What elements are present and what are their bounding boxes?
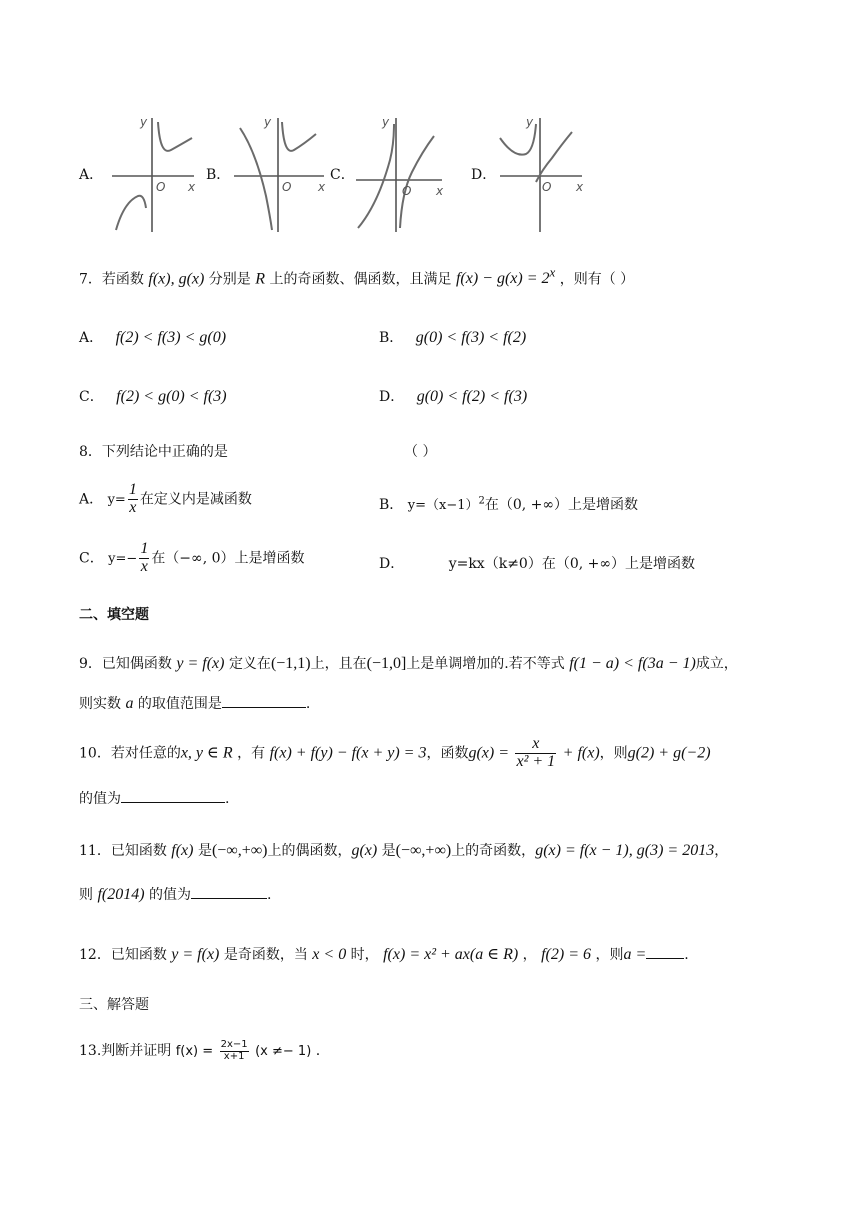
q9-text-d: 上是单调增加的.若不等式	[406, 656, 565, 672]
q6-option-a-label: A．	[79, 167, 104, 183]
q10-line2-b: .	[225, 791, 230, 807]
q11-text-a: 11．已知函数	[79, 843, 167, 859]
q11-line2-a: 则	[79, 887, 93, 903]
q12-math-2: x < 0	[312, 946, 347, 963]
q7-condition-exp: x	[549, 265, 556, 280]
q9-var-a: a	[125, 695, 134, 712]
q7-option-b-label: B．	[379, 330, 404, 346]
q9-math-2: (−1,1)	[270, 655, 311, 672]
q10-text-c: ，函数	[426, 745, 469, 762]
q8-option-c-post: 在（−∞, 0）上是增函数	[151, 550, 305, 567]
q11-math-1: f(x)	[171, 842, 194, 859]
q7-option-c	[79, 386, 227, 406]
q10-fraction-den: x² + 1	[516, 752, 556, 770]
graph-d-curve-right	[536, 132, 572, 182]
q9-math-4: f(1 − a) < f(3a − 1)	[569, 655, 696, 672]
section-answer-heading: 三、解答题	[79, 997, 149, 1013]
q7-option-d-label: D．	[379, 389, 405, 405]
q13-line	[79, 1040, 320, 1062]
q8-option-b-post: 在（0, +∞）上是增函数	[484, 497, 639, 513]
graph-b-curve-right	[282, 122, 316, 151]
q12-line	[79, 944, 689, 964]
q12-text-b: 是奇函数，当	[223, 947, 308, 963]
q9-text-c: 上，且在	[310, 656, 367, 672]
graph-d-y-label: y	[526, 115, 534, 129]
q12-math-4: f(2) = 6	[541, 946, 591, 963]
q8-option-c-num: 1	[140, 540, 149, 557]
q8-option-b-pre: y=（x−1）	[407, 498, 479, 513]
q11-math-4: (−∞,+∞)	[395, 842, 452, 859]
q10-math-2: f(x) + f(y) − f(x + y) = 3	[269, 744, 427, 762]
q8-option-c-den: x	[140, 557, 148, 575]
q8-option-b-label: B．	[379, 497, 404, 513]
q13-text-a: 13.判断并证明	[79, 1043, 172, 1059]
section-fill-in-heading: 二、填空题	[79, 607, 149, 623]
q11-text-2: 上的偶函数，	[267, 843, 352, 859]
q7-option-d	[379, 386, 527, 406]
q12-text-c: 时，	[350, 947, 379, 963]
q6-graph-c	[352, 112, 448, 234]
graph-a-origin: O	[156, 180, 166, 194]
q13-fraction-num: 2x−1	[220, 1039, 248, 1050]
q6-option-b-label: B．	[206, 167, 231, 183]
q13-text-b: .	[315, 1043, 321, 1059]
q8-option-a-den: x	[129, 498, 137, 516]
q7-option-a-text: f(2) < f(3) < g(0)	[115, 329, 227, 346]
q11-text-4: 上的奇函数，	[451, 843, 536, 859]
q9-answer-blank[interactable]	[222, 693, 306, 708]
q6-graph-a	[108, 112, 200, 234]
q7-stem	[79, 265, 634, 288]
q13-fraction-den: x+1	[223, 1050, 245, 1062]
q10-line-2	[79, 788, 229, 808]
q7-option-c-text: f(2) < g(0) < f(3)	[116, 388, 227, 405]
q6-option-c-label: C．	[330, 167, 355, 183]
q7-number: 7．若函数	[79, 271, 144, 288]
graph-d-x-label: x	[576, 180, 584, 194]
q7-condition-base: f(x) − g(x) = 2	[455, 270, 550, 288]
q9-line2-c: .	[305, 696, 311, 712]
q8-paren: （ ）	[404, 444, 437, 460]
q11-math-5: g(x) = f(x − 1), g(3) = 2013	[535, 842, 715, 859]
graph-a-curve-left	[116, 196, 146, 230]
q6-option-d-label: D．	[471, 167, 497, 183]
q11-math-3: g(x)	[351, 842, 378, 859]
q11-text-1: 是	[197, 843, 212, 859]
q8-option-d-text: y=kx（k≠0）在（0, +∞）上是增函数	[448, 556, 696, 572]
q12-text-a: 12．已知函数	[79, 947, 167, 963]
q8-stem: 8．下列结论中正确的是	[79, 444, 228, 460]
q12-math-3: f(x) = x² + ax(a ∈ R)	[383, 946, 519, 963]
q8-option-c	[79, 541, 305, 576]
q8-option-b-exp: 2	[478, 495, 485, 507]
q8-option-a-post: 在定义内是减函数	[139, 491, 252, 508]
q10-line2-a: 的值为	[79, 791, 121, 807]
q8-option-c-fraction	[139, 541, 149, 576]
q10-math-4: + f(x)	[562, 744, 600, 762]
q13-math-2: (x ≠− 1)	[255, 1044, 312, 1059]
q8-option-a-label: A．	[79, 491, 104, 508]
q8-option-a	[79, 482, 252, 517]
graph-d-origin: O	[542, 180, 552, 194]
q13-fraction	[220, 1040, 249, 1062]
q11-line2-b: 的值为	[149, 887, 192, 903]
q7-option-b	[379, 327, 526, 347]
q8-option-d-label: D．	[379, 556, 405, 572]
q10-fraction-num: x	[515, 736, 556, 754]
q6-graph-b	[230, 112, 330, 234]
q11-line2-c: .	[267, 887, 272, 903]
q7-text-2: 上的奇函数、偶函数，且满足	[269, 271, 452, 288]
q9-math-1: y = f(x)	[176, 655, 225, 672]
q9-text-e: 成立，	[695, 656, 738, 672]
graph-c-origin: O	[402, 184, 412, 198]
q11-line-2	[79, 884, 271, 904]
q9-line-1	[79, 653, 738, 673]
q9-line2-b: 的取值范围是	[137, 696, 222, 712]
q7-funcs: f(x), g(x)	[148, 270, 205, 288]
q7-option-d-text: g(0) < f(2) < f(3)	[416, 388, 528, 405]
q10-math-1: x, y ∈ R	[180, 744, 233, 762]
q9-line-2	[79, 693, 310, 713]
graph-c-x-label: x	[436, 184, 444, 198]
q10-text-a: 10．若对任意的	[79, 745, 181, 762]
q7-option-b-text: g(0) < f(3) < f(2)	[415, 329, 527, 346]
q12-text-e: ，则	[595, 947, 624, 963]
graph-c-curve-right	[400, 136, 434, 228]
q7-r: R	[255, 270, 266, 288]
q9-text-a: 9．已知偶函数	[79, 656, 172, 672]
q9-math-3: (−1,0]	[366, 655, 407, 672]
q11-answer-blank[interactable]	[191, 884, 267, 899]
graph-b-curve-left	[240, 128, 272, 230]
q8-option-c-label: C．	[79, 550, 104, 567]
q7-text-3: ，则有（ ）	[559, 271, 635, 288]
q7-text-1: 分别是	[208, 271, 251, 288]
graph-a-curve-right	[158, 122, 192, 151]
graph-a-y-label: y	[140, 115, 148, 129]
q7-option-a-label: A．	[79, 330, 104, 346]
q10-text-d: ，则	[599, 745, 628, 762]
q11-line-1	[79, 840, 728, 860]
q12-math-1: y = f(x)	[171, 946, 220, 963]
q12-text-f: .	[684, 947, 689, 963]
q8-option-d	[379, 553, 695, 573]
q13-math-1: f(x) =	[175, 1044, 214, 1059]
q10-text-b: ，有	[237, 745, 266, 762]
q7-option-c-label: C．	[79, 389, 104, 405]
q11-text-5: ，	[714, 843, 729, 859]
graph-a-x-label: x	[188, 180, 196, 194]
q7-condition	[455, 265, 556, 288]
q10-answer-blank[interactable]	[121, 788, 225, 803]
q8-option-b	[379, 494, 638, 514]
graph-b-y-label: y	[264, 115, 272, 129]
q11-math-2: (−∞,+∞)	[211, 842, 268, 859]
q12-text-d: ，	[522, 947, 537, 963]
q9-text-b: 定义在	[228, 656, 271, 672]
q11-text-3: 是	[381, 843, 396, 859]
q10-line-1	[79, 736, 711, 771]
q11-math-6: f(2014)	[97, 886, 145, 903]
q10-fraction	[515, 736, 556, 771]
graph-c-curve-left	[358, 124, 394, 228]
q12-answer-blank[interactable]	[646, 944, 684, 959]
q8-option-a-fraction	[128, 482, 138, 517]
q8-option-a-pre: y=	[107, 492, 126, 508]
q10-math-3: g(x) =	[468, 744, 510, 762]
q9-line2-a: 则实数	[79, 696, 121, 712]
graph-b-x-label: x	[318, 180, 326, 194]
graph-b-origin: O	[282, 180, 292, 194]
q6-graph-d	[496, 112, 588, 234]
q7-option-a	[79, 327, 226, 347]
q8-option-a-num: 1	[128, 481, 137, 498]
q8-option-c-pre: y=−	[108, 551, 138, 567]
q12-math-5: a =	[623, 946, 647, 963]
q10-math-5: g(2) + g(−2)	[627, 744, 711, 762]
graph-c-y-label: y	[382, 115, 390, 129]
